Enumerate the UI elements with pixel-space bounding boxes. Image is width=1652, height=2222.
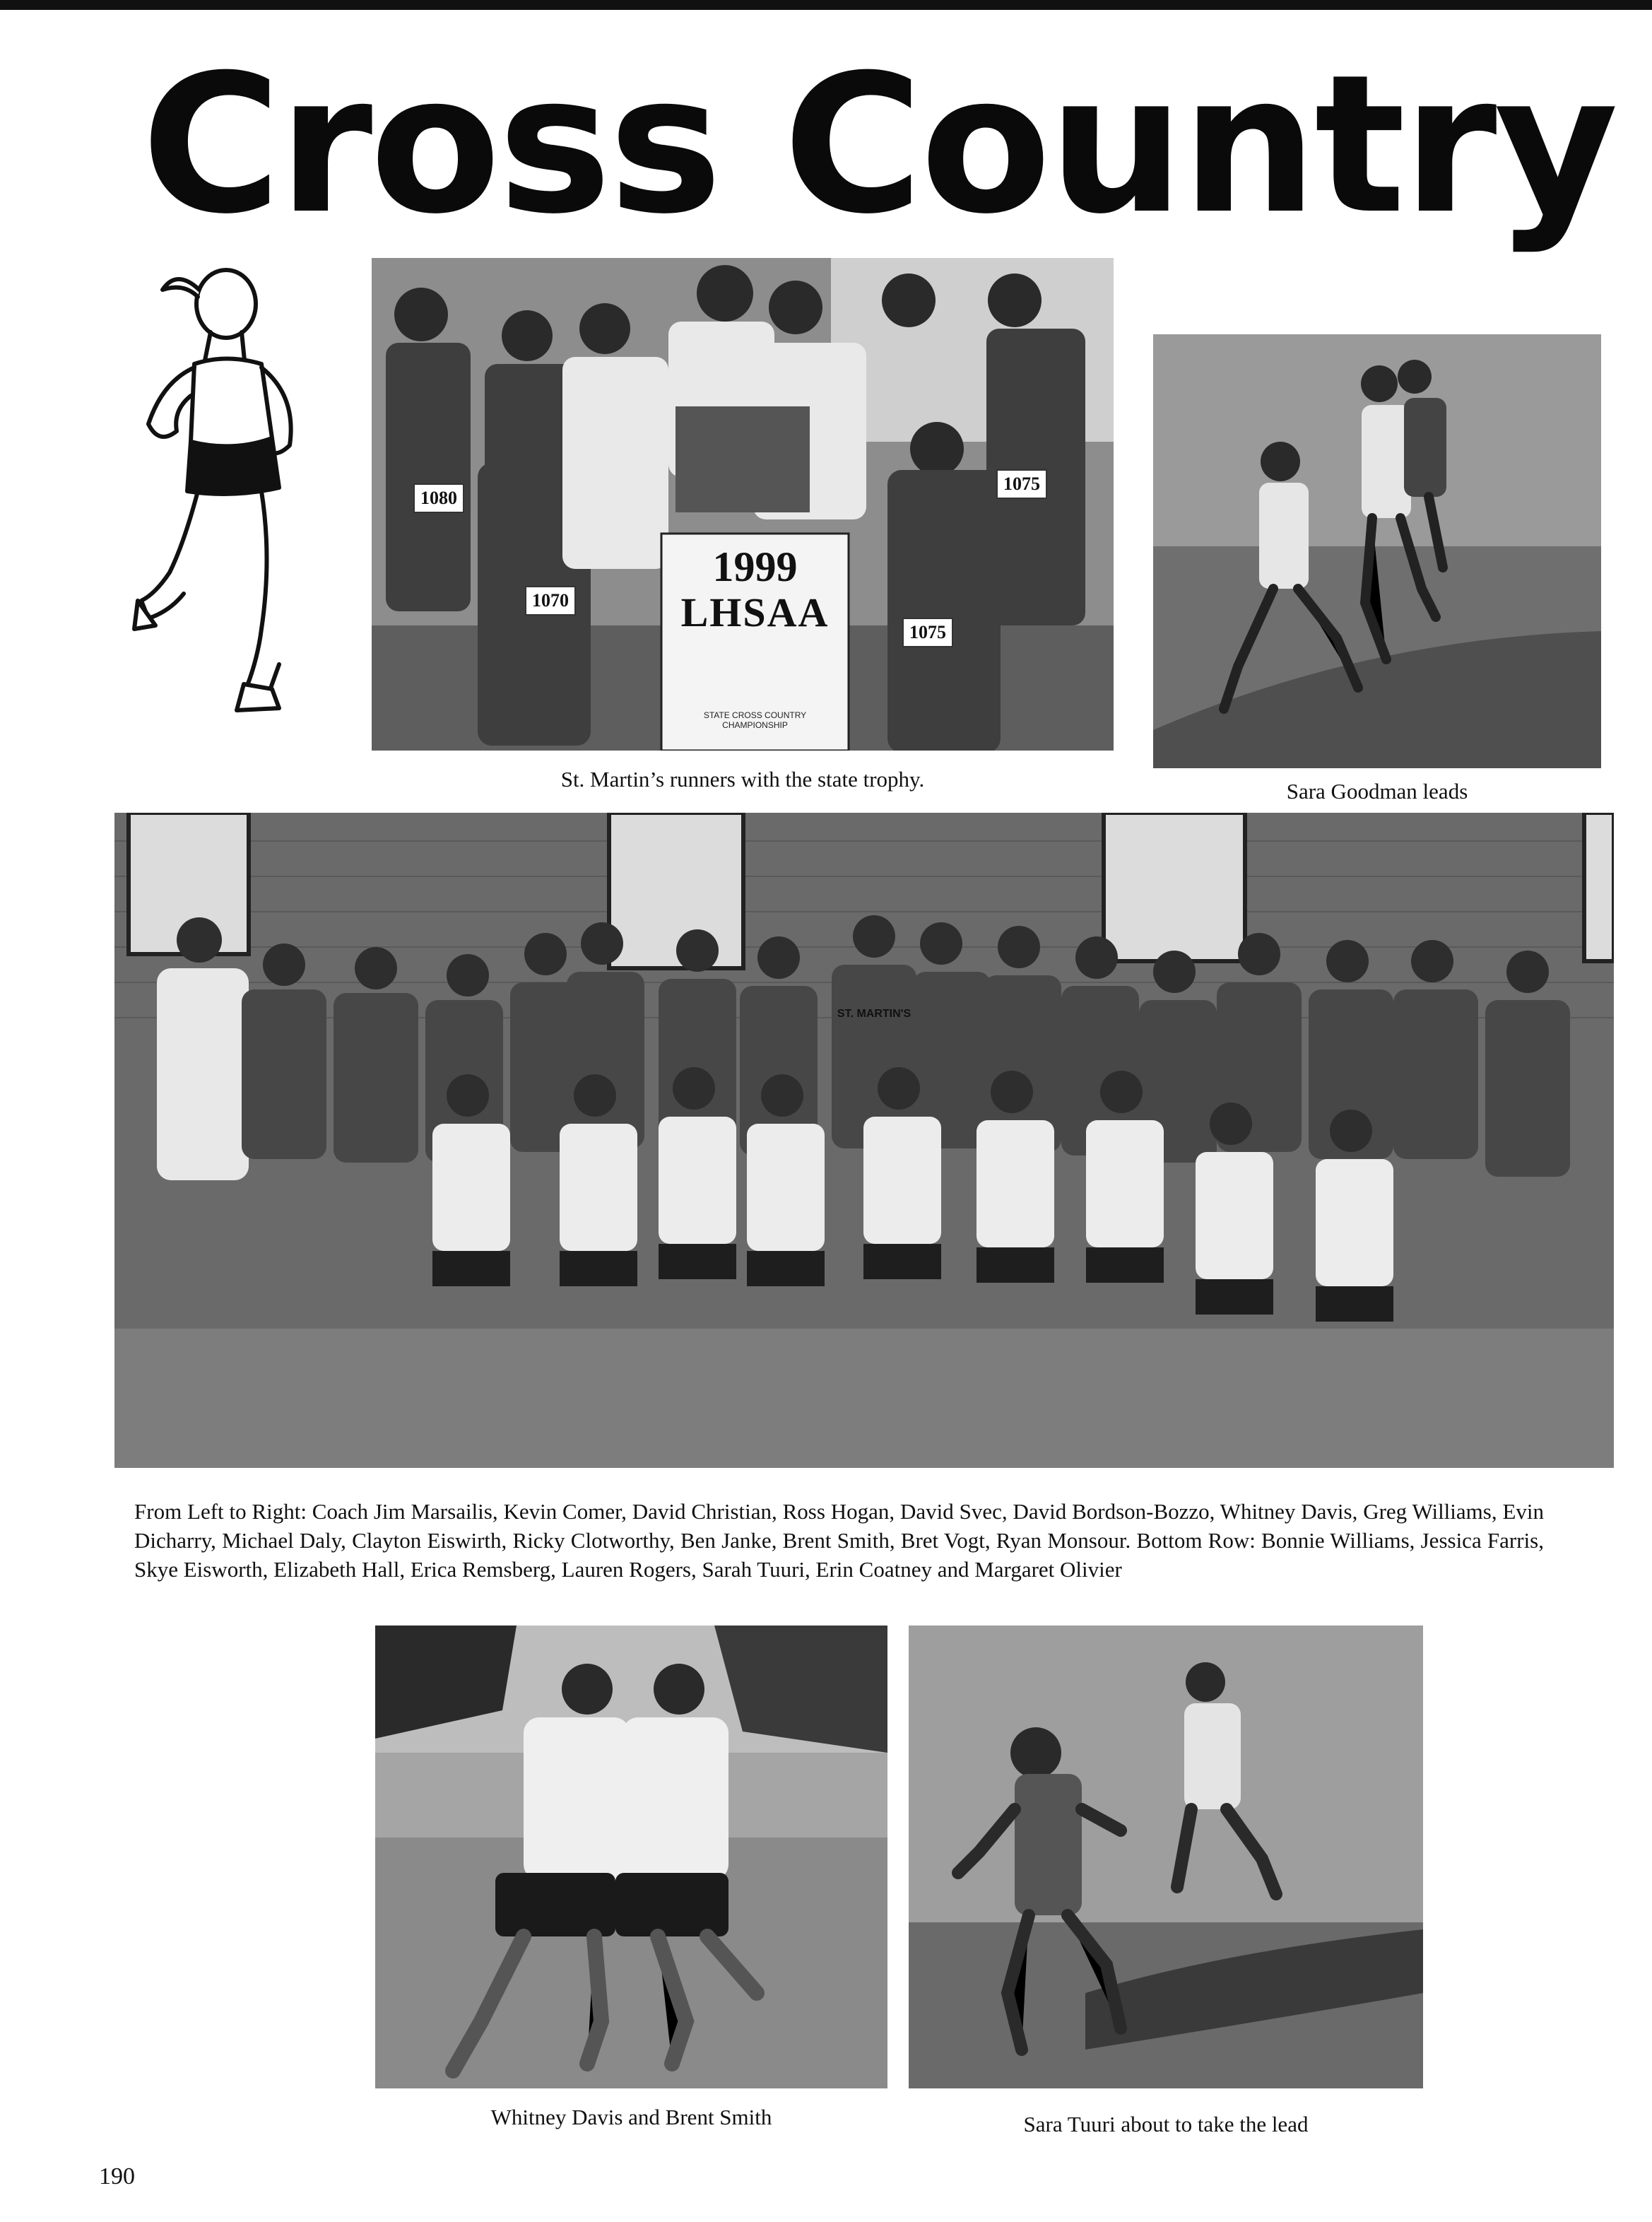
caption-sara-goodman: Sara Goodman leads: [1286, 779, 1468, 804]
photo-trophy-group: [372, 258, 1114, 751]
photo-sara-tuuri: [909, 1626, 1423, 2088]
photo-whitney-brent: [375, 1626, 887, 2088]
photo-team-group: [114, 813, 1614, 1468]
trophy-sign-year: 1999: [712, 543, 798, 590]
caption-trophy-photo: St. Martin’s runners with the state trophy.: [560, 767, 925, 792]
caption-team-names: From Left to Right: Coach Jim Marsailis, Kevin Comer, David Christian, Ross Hogan, David Svec, David Bordson-Bozzo, Whitney Davis, Greg Williams, Evin Dicharry, Michael Daly, Clayton Eiswirth, Ricky Clotworthy, Ben Janke, Brent Smith, Bret Vogt, Ryan Monsour. Bottom Row: Bonnie Williams, Jessica Farris, Skye Eisworth, Elizabeth Hall, Erica Remsberg, Lauren Rogers, Sarah Tuuri, Erin Coatney and Margaret Olivier: [134, 1499, 1544, 1582]
trophy-sign-subtitle: STATE CROSS COUNTRY CHAMPIONSHIP: [703, 710, 807, 730]
runner-clipart-illustration: [120, 261, 332, 714]
bib-number: 1080: [420, 488, 457, 508]
caption-whitney-brent: Whitney Davis and Brent Smith: [490, 2105, 772, 2129]
page-number: 190: [99, 2163, 135, 2189]
bib-number: 1075: [1003, 474, 1040, 494]
photo-sara-goodman: [1153, 334, 1601, 768]
bib-number: 1075: [909, 622, 946, 642]
bib-number: 1070: [532, 590, 569, 611]
page-top-border: [0, 0, 1652, 10]
team-jersey-text: ST. MARTIN'S: [837, 1008, 911, 1020]
caption-sara-tuuri: Sara Tuuri about to take the lead: [1023, 2112, 1309, 2136]
trophy-sign-org: LHSAA: [680, 589, 830, 635]
page-title: Cross Country: [141, 33, 1616, 256]
